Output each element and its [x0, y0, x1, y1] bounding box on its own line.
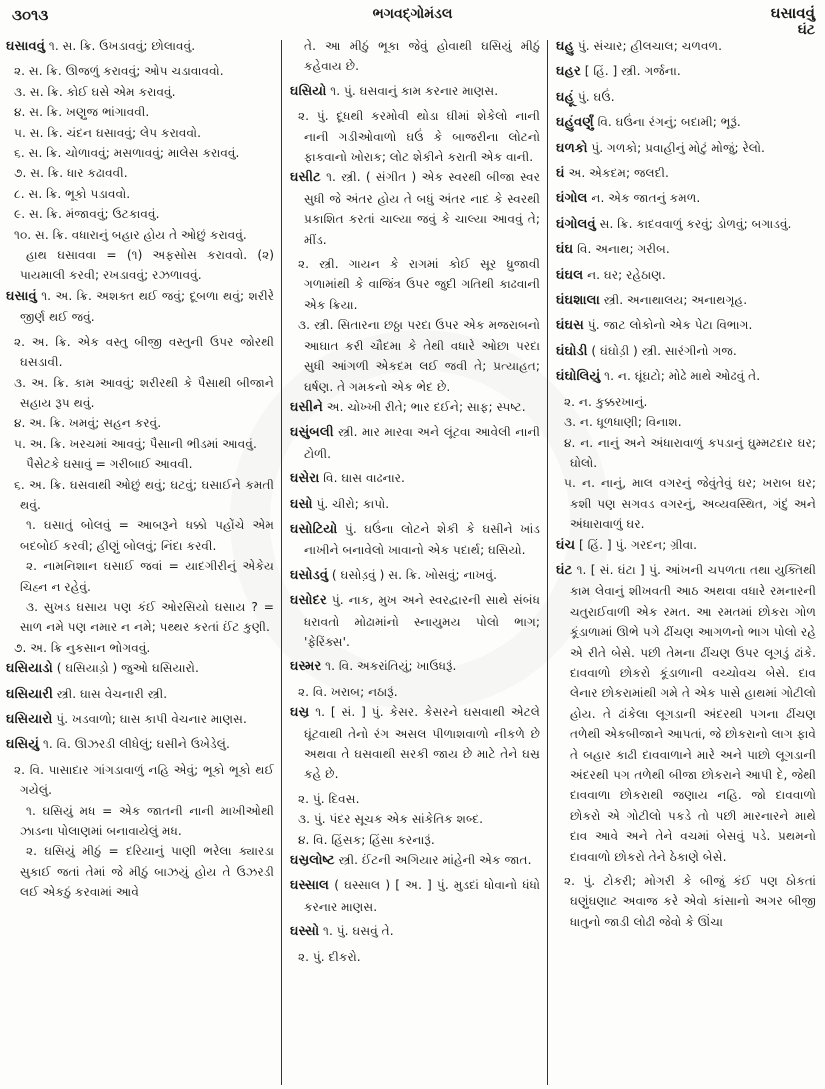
dictionary-entry	[556, 87, 816, 108]
definition-text: ૬. અ. ક્રિ. ઘસવાથી ઓછું થવું; ઘટવું; ઘસાઈને કમતી થવું.	[14, 477, 274, 512]
idiom-line	[6, 841, 274, 902]
idiom-line	[6, 801, 274, 842]
definition-text: ૫. સ. ક્રિ. ચંદન ઘસાવવું; લેપ કરાવવો.	[14, 125, 201, 140]
definition-text: અ. એકદમ; જલદી.	[568, 166, 669, 181]
headword: ઘસ્રલોષ્ટ	[290, 853, 335, 869]
headword: ઘસ્મર	[290, 659, 322, 675]
guide-word-last: ઘંટ	[797, 22, 815, 38]
dictionary-entry	[6, 709, 274, 730]
dictionary-entry	[290, 656, 540, 677]
column-divider	[547, 40, 548, 1085]
definition-text: વિ. ઘઉંના રંગનું; બદામી; ભૂરૂં.	[597, 115, 741, 130]
definition-text: ૧. સ. ક્રિ. ઉખડાવવું; છોલાવવું.	[48, 39, 196, 53]
headword: ઘસોદર	[290, 593, 327, 609]
dictionary-entry	[556, 315, 816, 336]
column-3	[556, 36, 816, 1089]
definition-text: ૭. સ. ક્રિ. ધાર કઢાવવી.	[14, 166, 128, 181]
definition-text: ૩. પું. પંદર સૂચક એક સાંકેતિક શબ્દ.	[298, 812, 484, 827]
headword: ઘસ્ર	[290, 705, 310, 721]
definition-text: ૨. નામનિશાન ઘસાઈ જવાં = યાદગીરીનું એકેય ચિહ્ન ન રહેવું.	[20, 559, 274, 594]
definition-text: ૪. સ. ક્રિ. ખણુજ ભાંગાવવી.	[14, 105, 150, 120]
definition-text: પું. ખડવાળો; ઘાસ કાપી વેચનાર માણસ.	[56, 712, 247, 726]
dictionary-entry	[290, 519, 540, 561]
entry-sense	[6, 102, 274, 122]
dictionary-entry	[556, 138, 816, 159]
dictionary-entry	[556, 163, 816, 184]
definition-text: ૧. ઘસાતું બોલવું = આબરૂને ધક્કો પહોંચે એમ બદબોઈ કરવી; હીણું બોલવું; નિંદા કરવી.	[20, 518, 274, 553]
entry-sense	[6, 163, 274, 183]
definition-text: ૪. વિ. હિંસક; હિંસા કરનારૂં.	[298, 832, 435, 847]
entry-sense	[290, 809, 540, 829]
dictionary-entry	[290, 422, 540, 464]
headword: ઘં	[556, 166, 565, 182]
definition-text: ( ઘસોડ઼વું ) સ. ક્રિ. ખોસવું; નાખવું.	[331, 567, 498, 582]
headword: ઘહર	[556, 64, 581, 80]
idiom-line	[6, 454, 274, 474]
definition-text: ( ઘસ્સાલ ) [ અ. ] પું. મુડદાં ધોવાનો ધંધો કરનાર માણસ.	[304, 878, 540, 914]
headword: ઘસોટિયો	[290, 521, 338, 537]
definition-text: પું. સંચાર; હીલચાલ; ચળવળ.	[577, 39, 722, 53]
definition-text: ૮. સ. ક્રિ. ભૂકો પડાવવો.	[14, 186, 131, 201]
definition-text: વિ. અનાથ; ગરીબ.	[577, 242, 670, 257]
headword: ઘસ્સો	[290, 924, 320, 940]
definition-text: ૧. વિ. ઊઝરડી લીધેલું; ઘસીને ઉખેડેલું.	[42, 737, 230, 752]
definition-text: સ્ત્રી. માર મારવા અને લૂંટવા આવેલી નાની ટોળી.	[304, 425, 540, 461]
definition-text: પૈસેટકે ઘસાવું = ગરીબાઈ આવવી.	[26, 457, 193, 472]
entry-sense	[290, 106, 540, 167]
definition-text: ૩. સ. ક્રિ. કોઈ ઘસે એમ કરાવવું.	[14, 84, 176, 99]
dictionary-entry	[6, 684, 274, 705]
definition-text: ૧. સ્ત્રી. ( સંગીત ) એક સ્વરથી બીજા સ્વર સુધી જે અંતર હોય તે બધું અંતર નાદ કે સ્વરથી પ્રકાશિત કરતાં ચાલ્યા જવું કે ચાલ્યા આવવું તે; મીંડ.	[304, 170, 540, 247]
entry-sense	[290, 254, 540, 315]
definition-text: ૨. ઘસિયું મીઠું = દરિયાનું પાણી ભરેલા ક્યારડા સુકાઈ જતાં તેમાં જે મીઠું બાઝયું હોય તે ઉઝરડી લઈ એકઠું કરવામાં આવે	[20, 844, 274, 900]
entry-sense	[6, 184, 274, 204]
definition-text: સ્ત્રી. ઈંટની અગિયાર માંહેની એક જાત.	[338, 853, 532, 868]
entry-sense	[6, 82, 274, 102]
entry-sense	[6, 413, 274, 433]
entry-sense	[6, 475, 274, 516]
definition-text: ૩. સુખડ ઘસાય પણ કંઈ ઓરસિયો ઘસાય ? = સાળ નમે પણ નમાર ન નમે; પથ્થર કરતાં ઈંટ કુણી.	[20, 599, 274, 635]
dictionary-entry	[290, 590, 540, 652]
idiom-line	[6, 556, 274, 597]
idiom-line	[6, 515, 274, 556]
definition-text: [ હિં. ] પું. ગરદન; ગ્રીવા.	[579, 537, 698, 552]
definition-text: ૪. અ. ક્રિ. ખમવું; સહન કરવું.	[14, 416, 162, 431]
definition-text: પું. નાક, મુખ અને સ્વરદ્વારની સાથે સંબંધ ધરાવતો મોઢામાંનો સ્નાયુમય પોલો ભાગ; 'ફેરિંક્સ'.	[304, 593, 540, 649]
entry-sense	[6, 373, 274, 414]
definition-text: પું. ચીરો; કાપો.	[316, 496, 390, 511]
dictionary-entry	[6, 286, 274, 328]
headword: ઘંટ	[556, 562, 573, 578]
definition-text: વિ. ઘાસ વાઢનાર.	[323, 471, 405, 486]
definition-text: [ હિં. ] સ્ત્રી. ગર્જના.	[584, 64, 681, 79]
headword: ઘસિયારી	[6, 686, 53, 702]
headword: ઘસોડવું	[290, 567, 329, 583]
headword: ઘંઘલ	[556, 267, 584, 283]
entry-sense	[290, 682, 540, 702]
entry-sense	[6, 638, 274, 658]
dictionary-entry	[290, 565, 540, 586]
definition-text: ૨. પું. દીકરો.	[298, 949, 361, 964]
dictionary-entry	[290, 494, 540, 515]
definition-text: ૨. પું. દિવસ.	[298, 791, 360, 806]
headword: ઘસાવું	[6, 288, 37, 304]
headword: ઘસ્સાલ	[290, 878, 330, 894]
definition-text: સ. ક્રિ. કાદવવાળું કરવું; ડોળવું; બગાડવું.	[599, 216, 792, 231]
headword: ઘસિયો	[290, 83, 327, 99]
headword: ઘંઘોડી	[556, 343, 588, 359]
headword: ઘંઘ	[556, 242, 574, 258]
headword: ઘસુંબલી	[290, 425, 334, 441]
definition-text: ૨. પું. દૂધથી કરમોવી થોડા ઘીમાં શેકેલો નાની નાની ગડીઓવાળો ઘઉં કે બાજરીના લોટનો ફાકવાનો ખોરાક; લોટ શેકીને કરાતી એક વાની.	[298, 109, 540, 165]
column-1	[6, 36, 274, 1089]
definition-text: ૧. [ સં. ઘંટા ] પું. આંખની ચપળતા તથા યુક્તિથી કામ લેવાનું શીખવતી આઠ અથવા વધારે રમનારની ચતુરાઈવાળી એક રમત. આ રમતમાં છોકરા ગોળ કૂંડાળામાં ઊભે પગે ઢીંચણ આગળનો ભાગ પોલો રહે એ રીતે બેસે. પછી તેમના ઢીંચણ ઉપર લૂગડું ઢાંકે. દાવવાળો છોકરો કૂંડાળાની વચ્ચોવચ બેસે. દાવ લેનાર છોકરામાંથી ગમે તે એક પાસે હાથમાં ગોટીલો હોય. તે ઢાંકેલા લૂગડાની અંદરથી પગના ઢીંચણ તળેથી એકબીજાને આપતાં, જે છોકરાનો લાગ ફાવે તે બહાર કાઢી દાવવાળાને મારે અને પાછો લૂગડાની અંદરથી પગ તળેથી બીજા છોકરાને આપી દે, જેથી દાવવાળા છોકરાથી જણાય નહિ. જો દાવવાળો છોકરો એ ગોટીલો પકડે તો પછી મારનારને માથે દાવ આવે અને તેને વચમાં બેસવું પડે. પ્રથમનો દાવવાળો છોકરો તેને ઠેકાણે બેસે.	[570, 562, 816, 864]
definition-text: ૧. અ. ક્રિ. અશક્ત થઈ જવું; દૂબળા થવું; શરીરે જીર્ણ થઈ જવું.	[20, 288, 274, 325]
headword: ઘસિયાડો	[6, 661, 53, 677]
definition-text: ૨. ન. કુક્કરખાનું.	[564, 394, 648, 409]
definition-text: ૫. અ. ક્રિ. ખરચમાં આવવું; પૈસાની ભીડમાં આવવું.	[14, 436, 257, 451]
headword: ઘંઘોલિયું	[556, 369, 601, 385]
definition-text: ૧. ઘસિયું મધ = એક જાતની નાની માખીઓથી ઝાડના પોલાણમાં બનાવાયેલું મધ.	[20, 803, 274, 839]
headword: ઘસો	[290, 496, 313, 512]
dictionary-entry	[556, 341, 816, 362]
entry-sense	[290, 947, 540, 967]
definition-text: હાથ ઘસાવવા = (૧) અફસોસ કરાવવો. (૨) પાયમાલી કરવી; રખડાવવું; રઝળાવવું.	[20, 248, 274, 283]
definition-text: ૭. અ. ક્રિ નુકસાન ભોગવવું.	[14, 640, 151, 655]
definition-text: ૬. સ. ક્રિ. ચોળાવવું; મસળાવવું; માલેસ કરાવવું.	[14, 146, 240, 161]
column-divider	[281, 40, 282, 1085]
entry-sense	[556, 392, 816, 412]
column-2	[290, 36, 540, 1089]
definition-text: ૩. સ્ત્રી. સિતારના છઠ્ઠા પરદા ઉપર એક મજરાબનો આઘાત કરી ચૌદમા કે તેથી વધારે ઓછા પરદા સુધી આંગળી એકદમ લઈ જવી તે; પ્રત્યાહત; ઘર્ષણ. તે ગમકનો એક ભેદ છે.	[298, 318, 540, 394]
definition-text: ( ઘસિયાડ઼ો ) જુઓ ઘસિયારો.	[56, 661, 199, 676]
entry-sense	[6, 143, 274, 163]
headword: ઘંગોલવું	[556, 216, 596, 232]
dictionary-entry	[290, 167, 540, 250]
definition-text: ૧. ન. ઘૂંઘટો; મોઢે માથે ઓઢવું તે.	[604, 369, 761, 384]
entry-continuation	[290, 36, 540, 77]
headword: ઘસિયારો	[6, 712, 53, 727]
entry-sense	[6, 225, 274, 245]
dictionary-entry	[556, 535, 816, 556]
dictionary-entry	[556, 61, 816, 82]
dictionary-entry	[6, 36, 274, 57]
headword: ઘસેરા	[290, 471, 320, 487]
entry-sense	[290, 789, 540, 809]
definition-text: અ. ચોખ્ખી રીતે; ભાર દઈને; સાફ; સ્પષ્ટ.	[326, 399, 526, 414]
dictionary-entry	[556, 214, 816, 235]
entry-sense	[556, 433, 816, 474]
page-title: ભગવદ્ગોમંડલ	[372, 6, 453, 22]
dictionary-entry	[6, 658, 274, 679]
definition-text: ૩. ન. ધૂળધાણી; વિનાશ.	[564, 415, 682, 430]
dictionary-entry	[290, 81, 540, 102]
definition-text: ૧૦. સ. ક્રિ. વધારાનું બહાર હોય તે ઓછું કરાવવું.	[14, 227, 247, 242]
headword: ઘંચ	[556, 537, 576, 553]
headword: ઘંગોલ	[556, 191, 588, 207]
definition-text: ૨. અ. ક્રિ. એક વસ્તુ બીજી વસ્તુની ઉપર જોરથી ઘસડાવી.	[14, 334, 274, 370]
definition-text: ૨. વિ. ખરાબ; નઠારૂં.	[298, 684, 398, 699]
dictionary-entry	[556, 36, 816, 57]
entry-sense	[6, 332, 274, 373]
entry-sense	[556, 473, 816, 534]
definition-text: સ્ત્રી. અનાથાલય; અનાથગૃહ.	[603, 293, 748, 308]
entry-sense	[290, 830, 540, 850]
entry-sense	[556, 412, 816, 432]
definition-text: ૧. વિ. અકરાંતિયું; ખાઉધરૂં.	[325, 659, 457, 674]
definition-text: ૧. પું. ઘસવાનું કામ કરનાર માણસ.	[330, 83, 499, 98]
definition-text: ન. એક જાતનું કમળ.	[591, 191, 701, 206]
definition-text: ૨. સ્ત્રી. ગાયન કે રાગમાં કોઈ સૂર ધ્રુજાવી ગળામાંથી કે વાજિંત્ર ઉપર જુદી ગતિથી કાઢવાની એક ક્રિયા.	[298, 257, 540, 312]
page-number: ૩૦૧૩	[12, 6, 49, 24]
definition-text: ૫. ન. નાનું, માલ વગરનું જેવુંતેવું ઘર; ખરાબ ઘર; કશી પણ સગવડ વગરનું, અવ્યવસ્થિત, ગંદું અને અંધારાવાળું ઘર.	[564, 476, 816, 532]
definition-text: ( ઘંઘોડ઼ી ) સ્ત્રી. સારંગીનો ગજ.	[591, 343, 737, 358]
definition-text: ૩. અ. ક્રિ. કામ આવવું; શરીરથી કે પૈસાથી બીજાને સહાય રૂપ થવું.	[14, 375, 274, 410]
headword: ઘંઘસ	[556, 318, 584, 334]
definition-text: ન. ઘર; રહેઠાણ.	[587, 267, 666, 282]
guide-word-first: ઘસાવવું	[770, 4, 815, 22]
definition-text: પું. ઘઉંના લોટને શેકી કે ઘસીને ખાંડ નાખીને બનાવેલો ખાવાનો એક પદાર્થ; ઘસિયો.	[304, 521, 540, 558]
definition-text: ૧. [ સં. ] પું. કેસર. કેસરને ઘસવાથી એટલે ઘૂંટવાથી તેનો રંગ અસલ પીળાશવાળો નીકળે છે અથવા તે ઘસવાથી સરકી જાય છે માટે તેને ઘસ્ર કહે છે.	[304, 705, 540, 782]
definition-text: સ્ત્રી. ઘાસ વેચનારી સ્ત્રી.	[56, 686, 168, 701]
entry-sense	[6, 760, 274, 801]
dictionary-entry	[556, 290, 816, 311]
headword: ઘસીટ	[290, 170, 321, 186]
dictionary-entry	[556, 265, 816, 286]
headword: ઘહુંવર્ણું	[556, 115, 594, 131]
definition-text: પું. જાટ લોકોનો એક પેટા વિભાગ.	[587, 318, 753, 333]
definition-text: પું. ગળકો; પ્રવાહીનું મોટું મોજું; રેલો.	[591, 140, 765, 155]
entry-sense	[556, 871, 816, 932]
headword: ઘંઘશાલા	[556, 293, 600, 309]
dictionary-entry	[290, 468, 540, 489]
dictionary-entry	[6, 734, 274, 755]
headword: ઘહૂં	[556, 89, 574, 105]
headword: ઘસીને	[290, 399, 323, 415]
definition-text: પું. ઘઉં.	[577, 89, 615, 104]
definition-text: તે. આ મીઠું ભૂકા જેવું હોવાથી ઘસિયું મીઠું કહેવાય છે.	[304, 39, 540, 74]
entry-sense	[6, 204, 274, 224]
page-header	[0, 0, 825, 40]
dictionary-entry	[290, 850, 540, 871]
entry-sense	[290, 315, 540, 397]
entry-sense	[6, 61, 274, 81]
dictionary-entry	[556, 560, 816, 867]
headword: ઘળકો	[556, 140, 588, 156]
entry-sense	[6, 434, 274, 454]
dictionary-entry	[556, 112, 816, 133]
idiom-line	[6, 597, 274, 638]
headword: ઘસાવવું	[6, 39, 45, 54]
entry-sense	[6, 123, 274, 143]
headword: ઘસિયું	[6, 737, 40, 753]
dictionary-entry	[290, 921, 540, 942]
definition-text: ૨. વિ. પાસાદાર ગાંગડાવાળું નહિ એવું; ભૂકો ભૂકો થઈ ગયેલું.	[14, 762, 274, 798]
definition-text: ૨. પું. ટોકરી; મોગરી કે બીજું કંઈ પણ ઠોકતાં ઘણુંઘણાટ અવાજ કરે એવો કાંસાનો અગર બીજી ધાતુનો જાડી લોઢી જેવો કે ઊંચા	[564, 874, 816, 929]
headword: ઘહુ	[556, 39, 574, 54]
definition-text: ૧. પું. ઘસવું તે.	[323, 924, 394, 939]
dictionary-entry	[556, 188, 816, 209]
dictionary-entry	[290, 397, 540, 418]
dictionary-entry	[290, 875, 540, 917]
idiom-line	[6, 245, 274, 286]
dictionary-entry	[556, 366, 816, 387]
definition-text: ૪. ન. નાનું અને અંધારાવાળું કપડાનું ઘુમ્મટદાર ઘર; ઘોલો.	[564, 435, 816, 470]
dictionary-entry	[556, 239, 816, 260]
definition-text: ૨. સ. ક્રિ. ઊજળું કરાવવું; ઓપ ચડાવાવવો.	[14, 64, 224, 79]
dictionary-entry	[290, 702, 540, 785]
definition-text: ૯. સ. ક્રિ. મંજાવવું; ઉટકાવવું.	[14, 207, 160, 222]
